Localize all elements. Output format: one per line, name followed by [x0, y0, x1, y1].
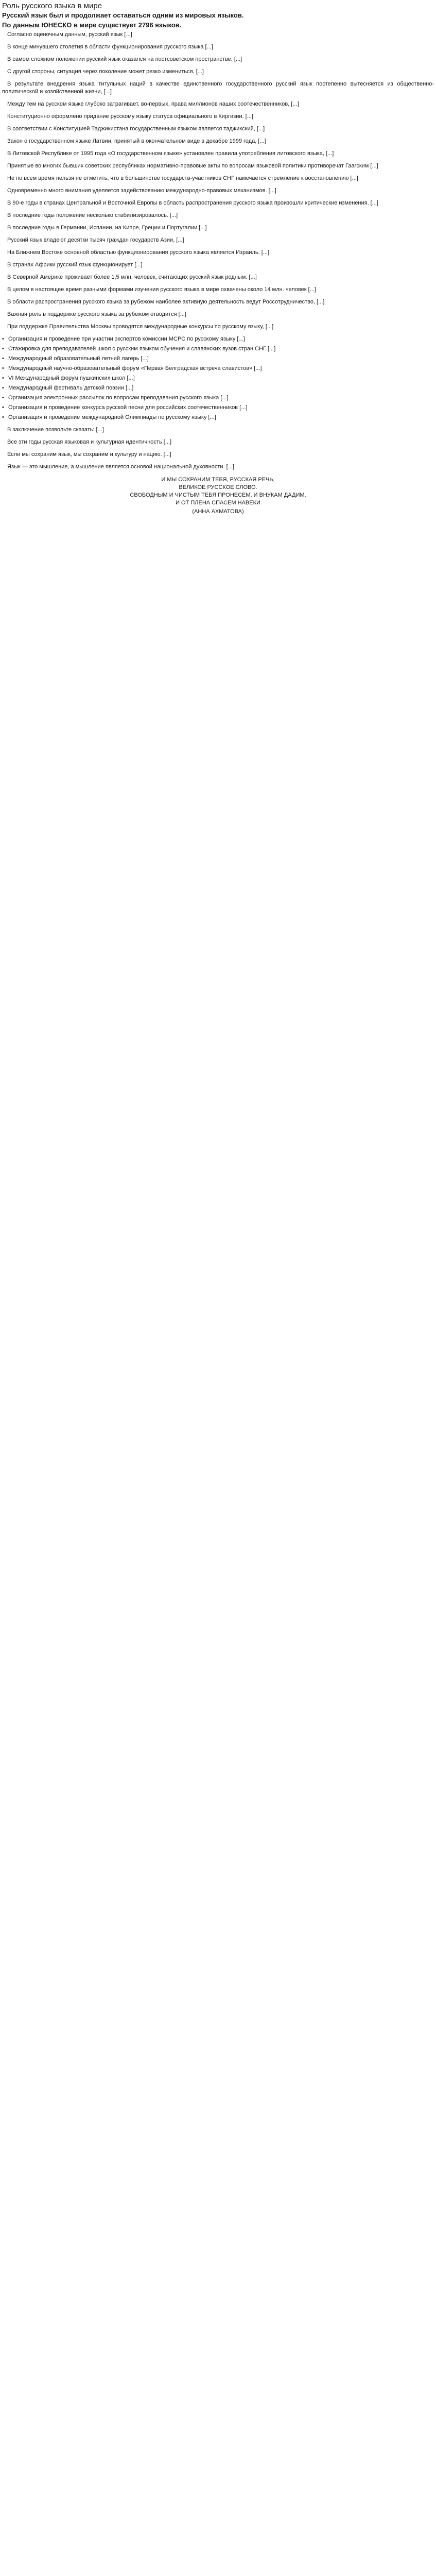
article-body-after-list: [2, 426, 434, 471]
body-paragraph: Согласно оценочным данным, русский язык [...]: [7, 31, 132, 38]
program-list-item-text: Международный научно-образовательный форум «Первая Белградская встреча славистов» [...]: [8, 365, 262, 371]
body-paragraph: Между тем на русском языке глубоко затрагивает, во-первых, права миллионов наших соотечественников, [...]: [7, 101, 299, 107]
body-paragraph: Не по всем время нельзя не отметить, что в большинстве государств-участников СНГ намечается стремление к восстановлению [...]: [7, 175, 358, 181]
body-paragraph: В Северной Америке проживает более 1,5 млн. человек, считающих русский язык родным. [...]: [7, 274, 257, 280]
body-paragraph: Одновременно много внимания уделяется задействованию международно-правовых механизмов. [...]: [7, 188, 276, 194]
bullet-icon: •: [2, 365, 4, 371]
article-body-before-list: [2, 31, 434, 331]
program-list-item: [2, 375, 434, 382]
body-paragraph: Важная роль в поддержке русского языка за рубежом отводится [...]: [7, 311, 186, 317]
body-paragraph: Русский язык владеют десятки тысяч граждан государств Азии, [...]: [7, 237, 184, 243]
body-paragraph: В последние годы положение несколько стабилизировалось. [...]: [7, 212, 178, 218]
body-paragraph: В конце минувшего столетия в области функционирования русского языка [...]: [7, 44, 213, 50]
program-list-item-text: Стажировка для преподавателей школ с русским языком обучения и славянских вузов стран СНГ [...]: [8, 346, 276, 352]
unesco-statement: По данным ЮНЕСКО в мире существует 2796 языков.: [2, 21, 182, 29]
article-subtitle: Русский язык был и продолжает оставаться одним из мировых языков.: [2, 11, 244, 19]
body-paragraph: В самом сложном положении русский язык оказался на постсоветском пространстве. [...]: [7, 56, 242, 62]
body-paragraph: Закон о государственном языке Латвии, принятый в окончательном виде в декабре 1999 года, [...]: [7, 138, 266, 144]
bullet-icon: •: [2, 355, 4, 362]
bullet-icon: •: [2, 336, 4, 342]
bullet-icon: •: [2, 414, 4, 420]
program-list-item: [2, 345, 434, 353]
body-paragraph: Все эти годы русская языковая и культурная идентичность [...]: [7, 439, 172, 445]
body-paragraph: Принятые во многих бывших советских республиках нормативно-правовые акты по вопросам языковой политики противоречат Гаагским [...]: [7, 163, 378, 169]
body-paragraph: В 90-е годы в странах Центральной и Восточной Европы в область распространения русского языка произошли критические изменения. [...]: [7, 200, 378, 206]
poem-author: (АННА АХМАТОВА): [192, 509, 244, 515]
program-list-item-text: Организация и проведение при участии экспертов комиссии МСРС по русскому языку [...]: [8, 336, 245, 342]
bullet-icon: •: [2, 385, 4, 391]
closing-poem: [2, 476, 434, 516]
body-paragraph: В области распространения русского языка за рубежом наиболее активную деятельность ведут Россотрудничество, [...]: [7, 299, 325, 305]
bullet-icon: •: [2, 395, 4, 401]
bullet-icon: •: [2, 404, 4, 411]
body-paragraph: При поддержке Правительства Москвы проводятся международные конкурсы по русскому языку, [...]: [7, 324, 274, 330]
body-paragraph: В Литовской Республике от 1995 года «О государственном языке» установлен правила употребления литовского языка, [...]: [7, 150, 334, 157]
programs-list: [2, 335, 434, 421]
program-list-item: [2, 394, 434, 402]
article-page: [0, 0, 436, 521]
poem-line: И МЫ СОХРАНИМ ТЕБЯ, РУССКАЯ РЕЧЬ,: [161, 477, 275, 483]
program-list-item-text: Организация электронных рассылок по вопросам преподавания русского языка [...]: [8, 395, 229, 401]
program-list-item: [2, 414, 434, 421]
page-title: Роль русского языка в мире: [2, 2, 102, 10]
body-paragraph: Конституционно оформлено придание русскому языку статуса официального в Киргизии. [...]: [7, 113, 253, 120]
bullet-icon: •: [2, 375, 4, 381]
body-paragraph: В результате внедрения языка титульных наций в качестве единственного государственного русский язык постепенно вытесняется из общественно-политической и хозяйственной жизни, [...]: [2, 81, 434, 95]
body-paragraph: В странах Африки русский язык функционирует [...]: [7, 262, 143, 268]
program-list-item-text: Организация и проведение международной Олимпиады по русскому языку [...]: [8, 414, 216, 420]
program-list-item: [2, 384, 434, 392]
body-paragraph: На Ближнем Востоке основной областью функционирования русского языка является Израиль. [...]: [7, 249, 270, 256]
body-paragraph: В последние годы в Германии, Испании, на Кипре, Греции и Португалии [...]: [7, 225, 207, 231]
program-list-item-text: VI Международный форум пушкинских школ [...]: [8, 375, 135, 381]
poem-line: ВЕЛИКОЕ РУССКОЕ СЛОВО.: [179, 484, 257, 490]
program-list-item: [2, 365, 434, 372]
body-paragraph: В целом в настоящее время разными формами изучения русского языка в мире охвачены около 14 млн. человек [...]: [7, 286, 316, 293]
program-list-item: [2, 404, 434, 412]
bullet-icon: •: [2, 346, 4, 352]
poem-lines: [2, 476, 434, 507]
program-list-item-text: Международный фестиваль детской поэзии [...]: [8, 385, 134, 391]
program-list-item: [2, 355, 434, 363]
program-list-item-text: Организация и проведение конкурса русской песни для российских соотечественников [...]: [8, 404, 248, 411]
body-paragraph: Язык — это мышление, а мышление является основой национальной духовности. [...]: [7, 464, 234, 470]
body-paragraph: В заключение позвольте сказать: [...]: [7, 427, 104, 433]
body-paragraph: В соответствии с Конституцией Таджикистана государственным языком является таджикский, [...]: [7, 126, 265, 132]
poem-line: СВОБОДНЫМ И ЧИСТЫМ ТЕБЯ ПРОНЕСЕМ, И ВНУКАМ ДАДИМ,: [130, 492, 306, 498]
program-list-item-text: Международный образовательный летний лагерь [...]: [8, 355, 149, 362]
body-paragraph: Если мы сохраним язык, мы сохраним и культуру и нацию. [...]: [7, 451, 171, 457]
body-paragraph: С другой стороны, ситуация через поколение может резко измениться, [...]: [7, 69, 204, 75]
program-list-item: [2, 335, 434, 343]
poem-line: И ОТ ПЛЕНА СПАСЕМ НАВЕКИ: [176, 500, 260, 506]
